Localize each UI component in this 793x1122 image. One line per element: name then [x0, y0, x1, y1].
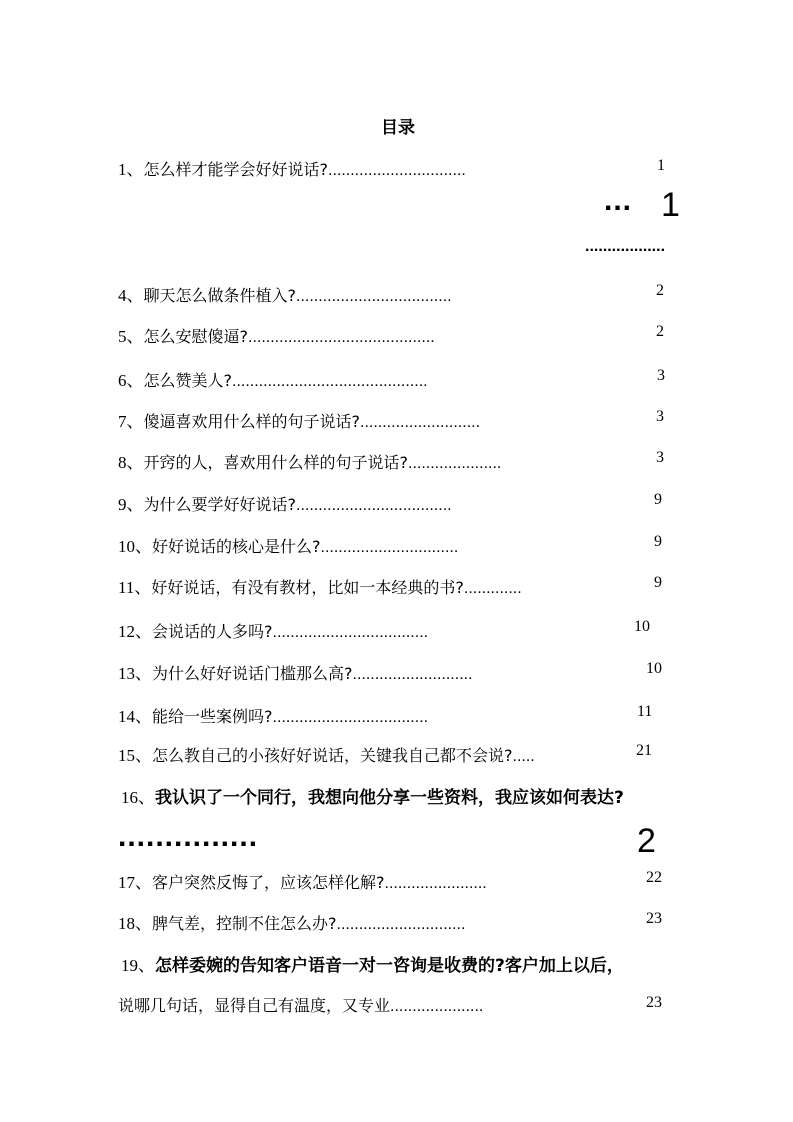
entry-number: 11、 [118, 578, 152, 597]
toc-entry-12[interactable] [118, 617, 428, 642]
entry-text: 我认识了一个同行，我想向他分享一些资料，我应该如何表达? [155, 788, 624, 808]
entry-number: 8、 [118, 453, 144, 472]
entry-number: 14、 [118, 707, 152, 726]
entry-text: 好好说话的核心是什么? [152, 537, 321, 556]
leader-dots: ................................... [272, 709, 429, 726]
entry-page-number: 3 [657, 367, 665, 384]
leader-dots: ................................... [296, 288, 452, 305]
leader-dots: ....................... [384, 875, 487, 892]
entry-page-number: 2 [656, 323, 664, 340]
entry-page-number: 3 [656, 449, 664, 466]
toc-entry-15[interactable] [118, 741, 535, 766]
entry-text: 会说话的人多吗? [152, 622, 273, 641]
entry-text-line-2: 说哪几句话，显得自己有温度，又专业 [118, 996, 391, 1015]
entry-text: 怎么教自己的小孩好好说话，关键我自己都不会说? [152, 746, 513, 765]
leader-dots: ............................................ [232, 373, 428, 390]
entry-number: 17、 [118, 873, 152, 892]
entry-text: 客户突然反悔了，应该怎样化解? [152, 873, 385, 892]
entry-number: 6、 [118, 371, 144, 390]
entry-text: 怎么安慰傻逼? [143, 327, 248, 346]
overflow-page-number: 1 [661, 186, 680, 224]
entry-number: 19、 [121, 956, 155, 975]
toc-entry-14[interactable] [118, 702, 428, 727]
entry-page-number: 1 [657, 157, 665, 174]
entry-number: 16、 [121, 788, 155, 807]
entry-number: 13、 [118, 664, 152, 683]
toc-entry-11[interactable] [118, 573, 522, 598]
leader-dots: ............................. [336, 916, 466, 933]
entry-text: 怎么赞美人? [143, 371, 232, 390]
entry-text: 傻逼喜欢用什么样的句子说话? [143, 412, 360, 431]
entry-page-number: 9 [654, 491, 662, 508]
toc-entry-5[interactable] [118, 322, 435, 347]
entry-page-number: 10 [634, 618, 650, 635]
entry-text: 怎么样才能学会好好说话? [143, 160, 328, 179]
entry-text: 能给一些案例吗? [152, 707, 273, 726]
leader-dots: ................................... [296, 497, 452, 514]
entry-16-page-number: 2 [637, 822, 656, 860]
toc-entry-10[interactable] [118, 532, 458, 557]
entry-number: 7、 [118, 412, 144, 431]
toc-entry-16[interactable] [121, 783, 624, 808]
entry-page-number: 23 [646, 994, 662, 1011]
toc-entry-18[interactable] [118, 909, 465, 934]
entry-page-number: 11 [637, 703, 653, 720]
entry-number: 5、 [118, 327, 144, 346]
entry-page-number: 22 [646, 869, 662, 886]
overflow-trailing-dots: .................. [585, 238, 666, 255]
entry-text: 为什么要学好好说话? [143, 495, 296, 514]
entry-text: 开窍的人，喜欢用什么样的句子说话? [143, 453, 408, 472]
entry-number: 10、 [118, 537, 152, 556]
entry-text-line-1: 怎样委婉的告知客户语音一对一咨询是收费的?客户加上以后， [155, 956, 624, 976]
leader-dots: ............................... [320, 539, 459, 556]
toc-entry-1[interactable] [118, 155, 466, 180]
leader-dots: ............................... [328, 162, 466, 179]
leader-dots: ..................... [408, 455, 502, 472]
leader-dots: ................................... [272, 624, 429, 641]
entry-page-number: 10 [646, 660, 662, 677]
toc-entry-4[interactable] [118, 281, 452, 306]
entry-number: 15、 [118, 746, 152, 765]
entry-number: 1、 [118, 160, 144, 179]
entry-page-number: 3 [656, 408, 664, 425]
leader-dots: .......................................... [248, 329, 435, 346]
toc-title: 目录 [381, 118, 415, 138]
entry-16-leader-dots: ............... [118, 820, 259, 853]
entry-number: 9、 [118, 495, 144, 514]
entry-page-number: 23 [646, 910, 662, 927]
toc-entry-7[interactable] [118, 407, 480, 432]
toc-entry-19-line-2[interactable] [118, 993, 483, 1016]
entry-text: 聊天怎么做条件植入? [143, 286, 296, 305]
leader-dots: ............. [463, 580, 522, 597]
entry-text: 好好说话，有没有教材，比如一本经典的书? [151, 578, 464, 597]
entry-number: 12、 [118, 622, 152, 641]
toc-entry-6[interactable] [118, 366, 428, 391]
leader-dots: ........................... [352, 666, 473, 683]
entry-page-number: 21 [636, 742, 652, 759]
entry-number: 18、 [118, 914, 152, 933]
entry-page-number: 9 [654, 574, 662, 591]
leader-dots: ..................... [390, 998, 484, 1015]
toc-entry-8[interactable] [118, 448, 501, 473]
toc-entry-9[interactable] [118, 490, 452, 515]
leader-dots: ........................... [360, 414, 481, 431]
entry-page-number: 9 [654, 533, 662, 550]
entry-page-number: 2 [656, 282, 664, 299]
toc-entry-17[interactable] [118, 868, 487, 893]
leader-dots: ..... [512, 748, 535, 765]
entry-text: 脾气差，控制不住怎么办? [152, 914, 337, 933]
toc-entry-19[interactable] [121, 951, 624, 976]
overflow-leader-dots: ... [604, 184, 633, 217]
entry-number: 4、 [118, 286, 144, 305]
toc-entry-13[interactable] [118, 659, 473, 684]
entry-text: 为什么好好说话门槛那么高? [152, 664, 353, 683]
